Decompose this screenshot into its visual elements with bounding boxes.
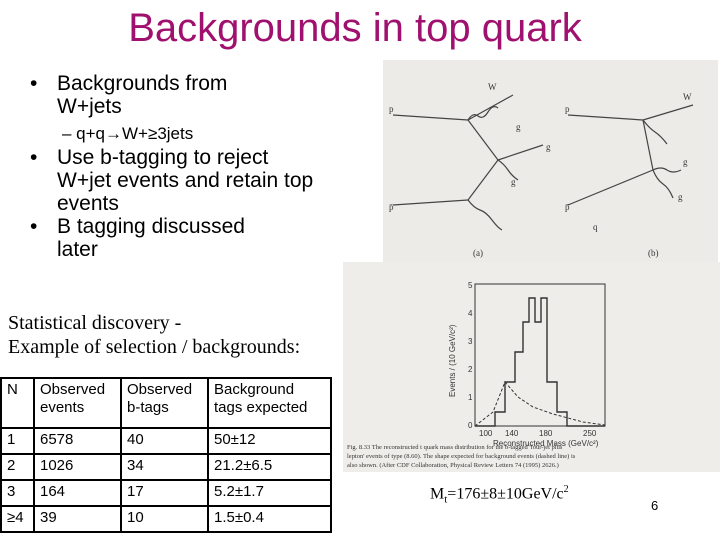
x-tick-label: 140	[505, 429, 519, 438]
table-cell: 40	[121, 428, 208, 454]
table-cell: 1026	[34, 454, 121, 480]
table-cell: ≥4	[1, 506, 34, 532]
diagram-label: p	[565, 104, 570, 114]
x-axis-label: Reconstructed Mass (GeV/c²)	[493, 439, 599, 448]
diagram-label: g	[678, 192, 683, 202]
diagram-label: g	[546, 142, 551, 152]
right-arrow-icon: →	[105, 124, 123, 143]
table-cell: 17	[121, 480, 208, 506]
mass-histogram	[343, 262, 720, 472]
x-tick-label: 100	[479, 429, 493, 438]
table-cell: 164	[34, 480, 121, 506]
table-cell: 1	[1, 428, 34, 454]
table-row	[1, 454, 331, 480]
diagram-label: p	[389, 104, 394, 114]
y-tick-label: 1	[468, 393, 473, 402]
top-mass-result: $M_t=176\pm 8\pm 10GeV/c^2$	[430, 484, 569, 506]
diagram-label: W	[488, 82, 497, 92]
table-header-cell: Background tags expected	[208, 378, 331, 428]
mass-histogram-image	[343, 262, 720, 472]
diagram-label: g	[516, 122, 521, 132]
y-tick-label: 2	[468, 365, 473, 374]
diagram-label: q	[593, 222, 598, 232]
table-cell: 1.5±0.4	[208, 506, 331, 532]
bullet-dot-icon: •	[30, 72, 38, 95]
page-number: 6	[651, 498, 659, 513]
table-cell: 3	[1, 480, 34, 506]
table-header-cell: N	[1, 378, 34, 428]
table-row	[1, 428, 331, 454]
bullet-item: • B tagging discussed later	[30, 215, 245, 261]
sub-bullet: – q+q→W+≥3jets	[62, 124, 194, 143]
x-tick-label: 180	[539, 429, 553, 438]
y-tick-label: 5	[468, 281, 473, 290]
table-header-row	[1, 378, 331, 428]
feynman-diagrams	[383, 60, 718, 265]
diagram-label: g	[683, 157, 688, 167]
bullet-item: • Use b-tagging to reject W+jet events and retain top events	[30, 146, 314, 215]
figure-caption-line: Fig. 8.33 The reconstructed t quark mass distribution for the b-tagged 'four-jet plus	[347, 444, 563, 451]
x-tick-label: 250	[583, 429, 597, 438]
table-cell: 21.2±6.5	[208, 454, 331, 480]
figure-caption-line: also shown. (After CDF Collaboration, Physical Review Letters 74 (1995) 2626.)	[347, 462, 559, 469]
table-cell: 6578	[34, 428, 121, 454]
y-tick-label: 0	[468, 421, 473, 430]
table-cell: 10	[121, 506, 208, 532]
diagram-label: (b)	[648, 248, 659, 258]
table-row	[1, 506, 331, 532]
diagram-label: p̄	[565, 202, 570, 212]
feynman-diagrams-image	[383, 60, 718, 265]
y-axis-label: Events / (10 GeV/c²)	[448, 324, 457, 397]
table-header-cell: Observed b-tags	[121, 378, 208, 428]
table-cell: 39	[34, 506, 121, 532]
bullet-item: • Backgrounds from W+jets	[30, 72, 228, 118]
diagram-label: (a)	[473, 248, 483, 258]
diagram-label: W	[683, 92, 692, 102]
selection-table	[0, 377, 332, 533]
y-tick-label: 4	[468, 309, 473, 318]
table-header-cell: Observed events	[34, 378, 121, 428]
diagram-label: g	[511, 177, 516, 187]
table-cell: 50±12	[208, 428, 331, 454]
statistical-text: Statistical discovery - Example of selection / backgrounds:	[8, 312, 301, 358]
table-cell: 5.2±1.7	[208, 480, 331, 506]
bullet-dot-icon: •	[30, 215, 38, 238]
table-cell: 34	[121, 454, 208, 480]
bullet-list	[30, 72, 360, 261]
diagram-label: p̄	[389, 202, 394, 212]
figure-caption-line: lepton' events of type (8.60). The shape expected for background events (dashed line) is	[347, 453, 576, 460]
bullet-dot-icon: •	[30, 146, 38, 169]
slide-title: Backgrounds in top quark	[128, 6, 582, 50]
y-tick-label: 3	[468, 337, 473, 346]
table-cell: 2	[1, 454, 34, 480]
table-row	[1, 480, 331, 506]
